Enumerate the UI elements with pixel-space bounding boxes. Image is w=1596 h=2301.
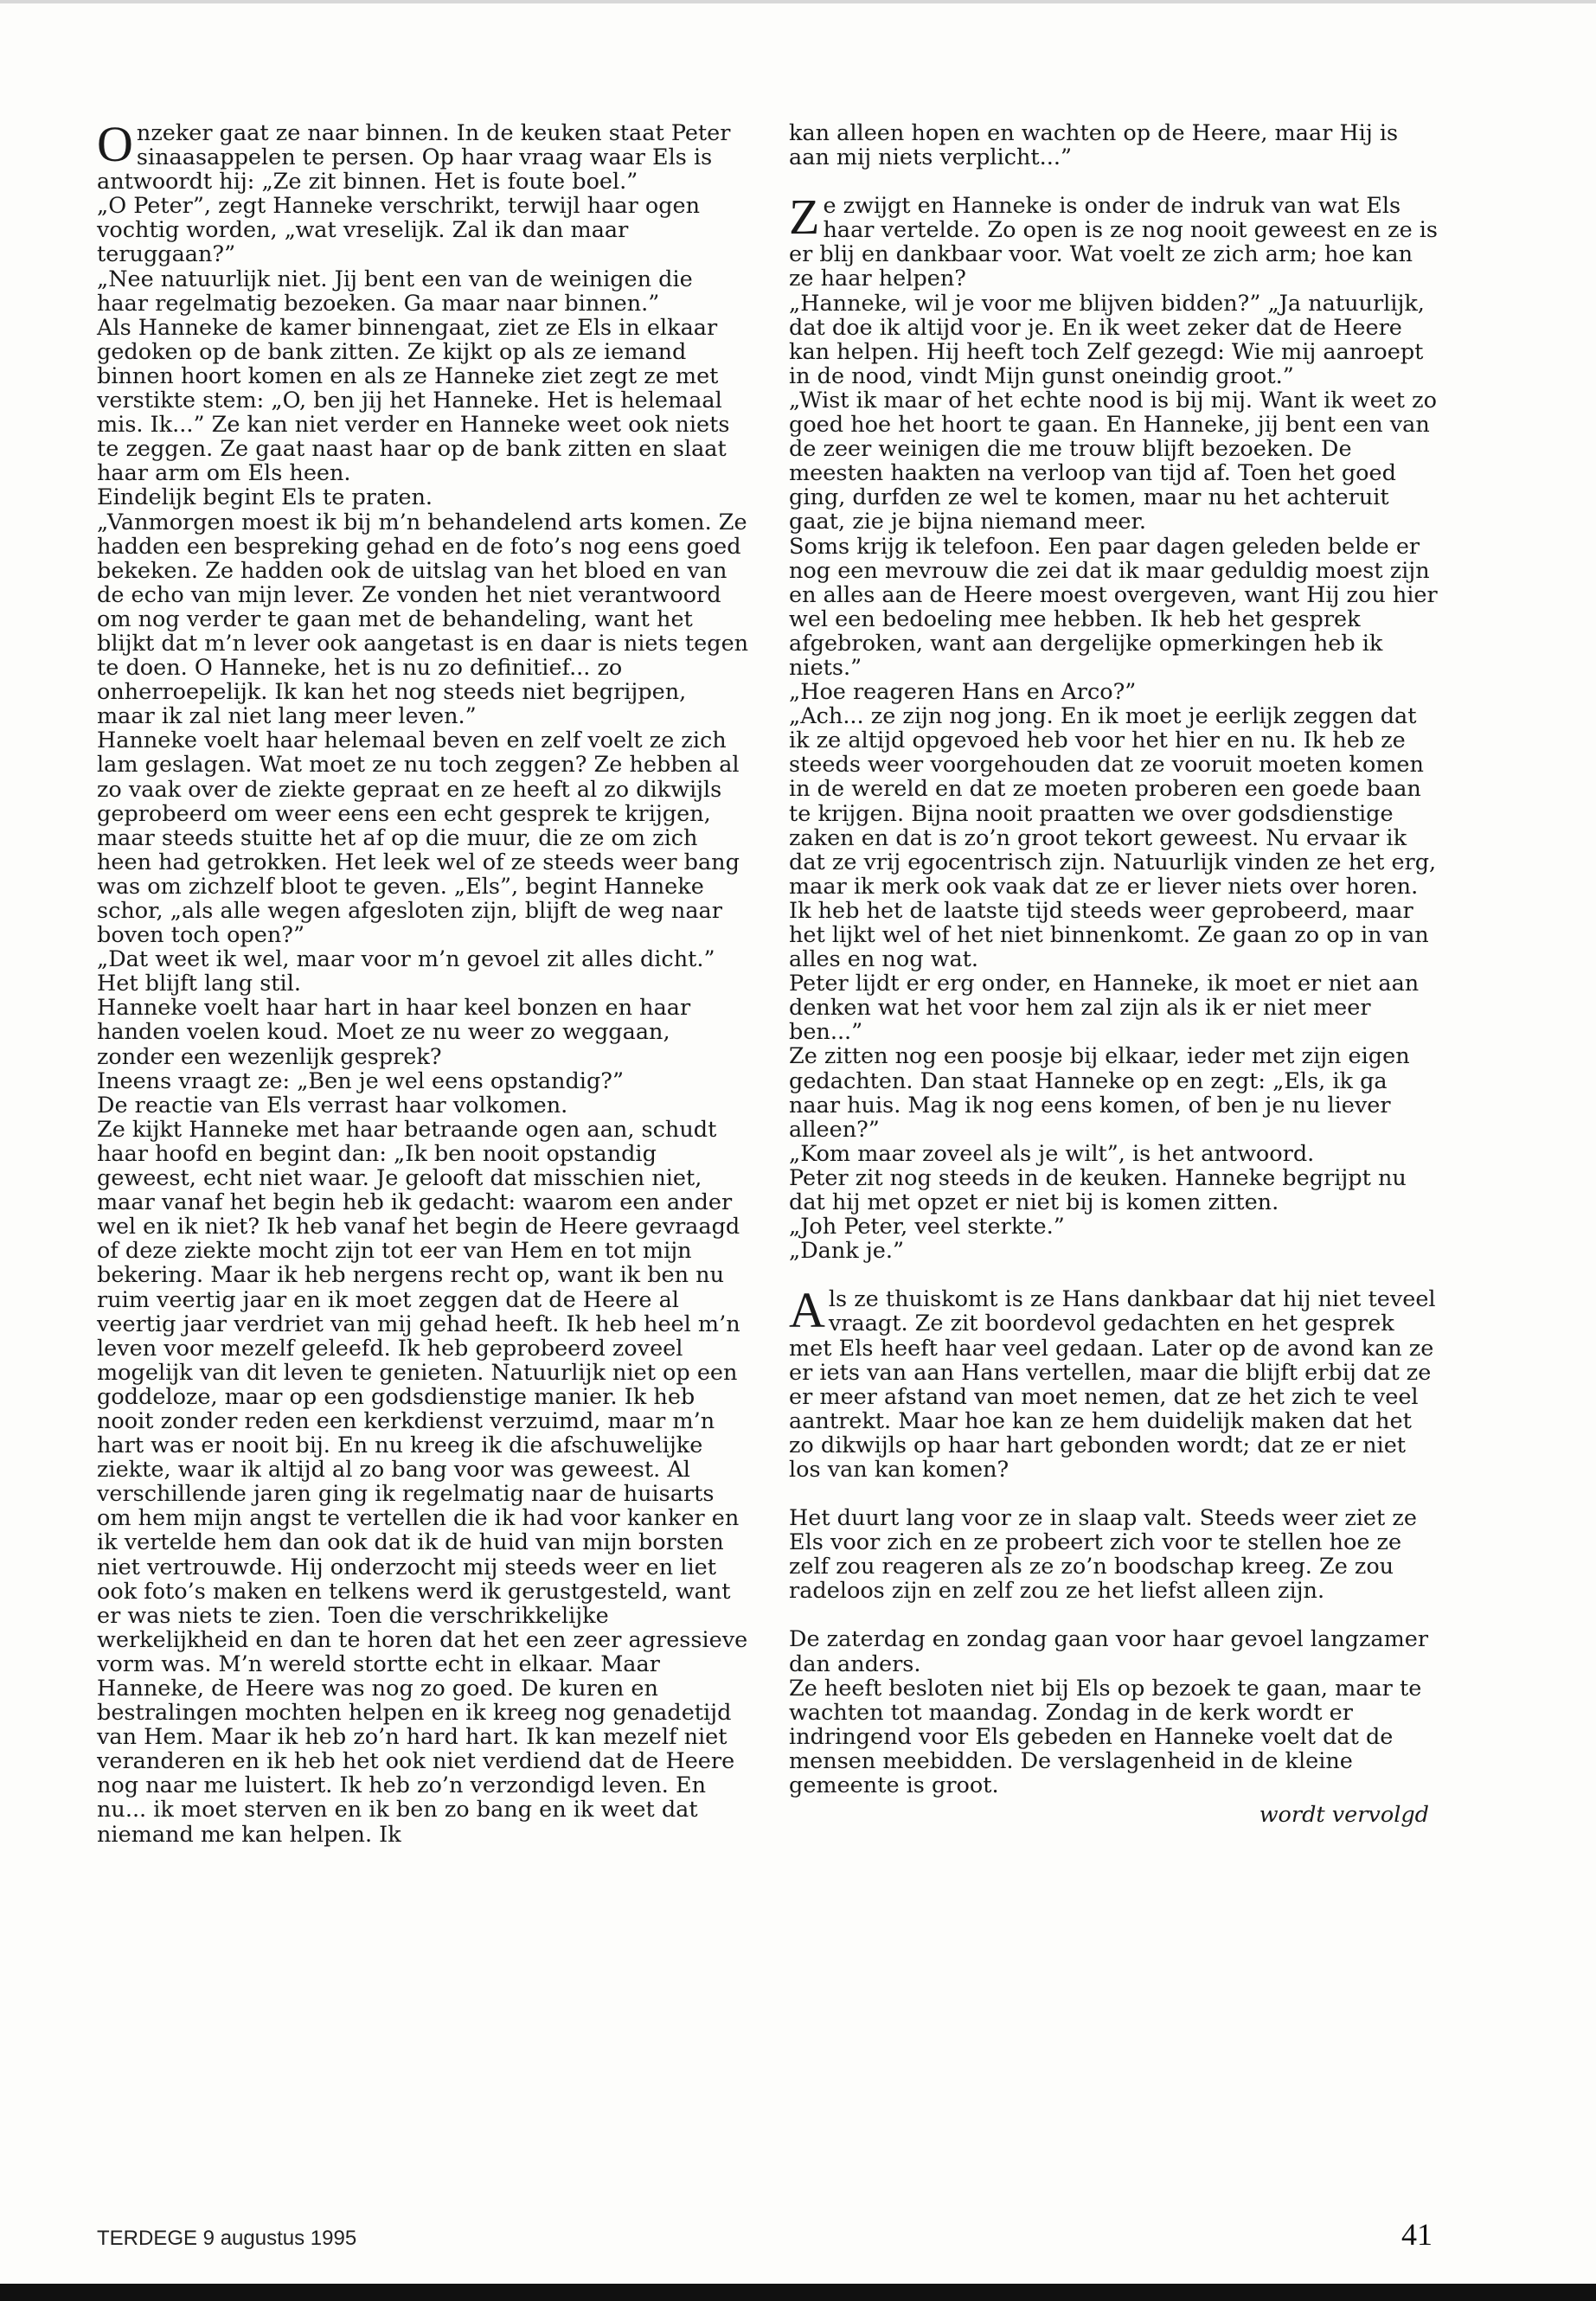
paragraph: „Ach... ze zijn nog jong. En ik moet je eerlijk zeggen dat ik ze altijd opgevoed heb voor het hier en nu. Ik heb ze steeds weer voorgehouden dat ze vooruit moeten komen in de wereld en dat ze moeten proberen een goede baan te krijgen. Bijna nooit praatten we over godsdienstige zaken en dat is zo’n groot tekort geweest. Nu ervaar ik dat ze vrij egocentrisch zijn. Natuurlijk vinden ze het erg, maar ik merk ook vaak dat ze er liever niets over horen. Ik heb het de laatste tijd steeds weer geprobeerd, maar het lijkt wel of het niet binnenkomt. Ze gaan zo op in van alles en nog wat. xyxy=(789,703,1437,973)
paragraph: Ze zwijgt en Hanneke is onder de indruk van wat Els haar vertelde. Zo open is ze nog nooit geweest en ze is er blij en dankbaar voor. Wat voelt ze zich arm; hoe kan ze haar helpen? xyxy=(789,189,1439,292)
paragraph: Peter zit nog steeds in de keuken. Hanneke begrijpt nu dat hij met opzet er niet bij is komen zitten. xyxy=(789,1164,1407,1216)
paragraph: De zaterdag en zondag gaan voor haar gevoel langzamer dan anders. xyxy=(789,1626,1429,1677)
paragraph: kan alleen hopen en wachten op de Heere, maar Hij is aan mij niets verplicht...” xyxy=(789,120,1399,171)
paragraph: Hanneke voelt haar helemaal beven en zelf voelt ze zich lam geslagen. Wat moet ze nu toch zeggen? Ze hebben al zo vaak over de ziekte gepraat en ze heeft al zo dikwijls geprobeerd om weer eens een echt gesprek te krijgen, maar steeds stuitte het af op die muur, die ze om zich heen had getrokken. Het leek wel of ze steeds weer bang was om zichzelf bloot te geven. „Els”, begint Hanneke schor, „als alle wegen afgesloten zijn, blijft de weg naar boven toch open?” xyxy=(97,727,740,949)
paragraph: „Joh Peter, veel sterkte.” xyxy=(789,1214,1065,1240)
paragraph: „Dank je.” xyxy=(789,1238,904,1265)
bottom-rule xyxy=(0,2284,1596,2301)
paragraph: „Nee natuurlijk niet. Jij bent een van de weinigen die haar regelmatig bezoeken. Ga maar naar binnen.” xyxy=(97,266,693,317)
paragraph: „Wist ik maar of het echte nood is bij mij. Want ik weet zo goed hoe het hoort te gaan. En Hanneke, jij bent een van de zeer weinigen die me trouw blijft bezoeken. De meesten haakten na verloop van tijd af. Toen het goed ging, durfden ze wel te komen, maar nu het achteruit gaat, zie je bijna niemand meer. xyxy=(789,387,1437,535)
paragraph: „Vanmorgen moest ik bij m’n behandelend arts komen. Ze hadden een bespreking gehad en de foto’s nog eens goed bekeken. Ze hadden ook de uitslag van het bloed en van de echo van mijn lever. Ze vonden het niet verantwoord om nog verder te gaan met de behandeling, want het blijkt dat m’n lever ook aangetast is en daar is niets tegen te doen. O Hanneke, het is nu zo definitief... zo onherroepelijk. Ik kan het nog steeds niet begrijpen, maar ik zal niet lang meer leven.” xyxy=(97,509,749,730)
paragraph: Als ze thuiskomt is ze Hans dankbaar dat hij niet teveel vraagt. Ze zit boordevol gedachten en het gesprek met Els heeft haar veel gedaan. Later op de avond kan ze er iets van aan Hans vertellen, maar die blijft erbij dat ze er meer afstand van moet nemen, dat ze het zich te veel aantrekt. Maar hoe kan ze hem duidelijk maken dat het zo dikwijls op haar hart gebonden wordt; dat ze er niet los van kan komen? xyxy=(789,1282,1436,1483)
paragraph: Soms krijg ik telefoon. Een paar dagen geleden belde er nog een mevrouw die zei dat ik maar geduldig moest zijn en alles aan de Heere moest overgeven, want Hij zou hier wel een bedoeling mee hebben. Ik heb het gesprek afgebroken, want aan dergelijke opmerkingen heb ik niets.” xyxy=(789,533,1438,681)
section-gap xyxy=(789,1603,1438,1627)
paragraph: Ze heeft besloten niet bij Els op bezoek te gaan, maar te wachten tot maandag. Zondag in de kerk wordt er indringend voor Els gebeden en Hanneke voelt dat de mensen meebidden. De verslagenheid in de kleine gemeente is groot. xyxy=(789,1675,1422,1798)
section-gap xyxy=(789,1482,1438,1506)
paragraph: De reactie van Els verrast haar volkomen. xyxy=(97,1092,568,1118)
paragraph: Hanneke voelt haar hart in haar keel bonzen en haar handen voelen koud. Moet ze nu weer zo weggaan, zonder een wezenlijk gesprek? xyxy=(97,995,691,1070)
paragraph: Peter lijdt er erg onder, en Hanneke, ik moet er niet aan denken wat het voor hem zal zijn als ik er niet meer ben...” xyxy=(789,971,1420,1046)
drop-cap: A xyxy=(789,1282,825,1339)
paragraph: „Kom maar zoveel als je wilt”, is het antwoord. xyxy=(789,1140,1315,1167)
paragraph: „Dat weet ik wel, maar voor m’n gevoel zit alles dicht.” xyxy=(97,946,715,973)
drop-cap: O xyxy=(97,116,133,172)
paragraph: Eindelijk begint Els te praten. xyxy=(97,484,433,511)
top-rule xyxy=(0,0,1596,3)
paragraph: Als Hanneke de kamer binnengaat, ziet ze Els in elkaar gedoken op de bank zitten. Ze kijkt op als ze iemand binnen hoort komen en als ze Hanneke ziet zegt ze met verstikte stem: „O, ben jij het Hanneke. Het is helemaal mis. Ik...” Ze kan niet verder en Hanneke weet ook niets te zeggen. Ze gaat naast haar op de bank zitten en slaat haar arm om Els heen. xyxy=(97,314,730,487)
page-number: 41 xyxy=(1401,2217,1433,2252)
paragraph: „Hoe reageren Hans en Arco?” xyxy=(789,679,1137,706)
paragraph: „O Peter”, zegt Hanneke verschrikt, terwijl haar ogen vochtig worden, „wat vreselijk. Zal ik dan maar teruggaan?” xyxy=(97,193,701,268)
paragraph: Onzeker gaat ze naar binnen. In de keuken staat Peter sinaasappelen te persen. Op haar vraag waar Els is antwoordt hij: „Ze zit binnen. Het is foute boel.” xyxy=(97,116,731,195)
paragraph: Het duurt lang voor ze in slaap valt. Steeds weer ziet ze Els voor zich en ze probeert zich voor te stellen hoe ze zelf zou reageren als ze zo’n boodschap kreeg. Ze zou radeloos zijn en zelf zou ze het liefst alleen zijn. xyxy=(789,1505,1417,1605)
left-column xyxy=(97,116,750,1848)
section-gap xyxy=(789,1263,1438,1287)
section-gap xyxy=(789,170,1438,194)
continued-note: wordt vervolgd xyxy=(1259,1802,1429,1829)
paragraph: „Hanneke, wil je voor me blijven bidden?” „Ja natuurlijk, dat doe ik altijd voor je. En ik weet zeker dat de Heere kan helpen. Hij heeft toch Zelf gezegd: Wie mij aanroept in de nood, vindt Mijn gunst oneindig groot.” xyxy=(789,290,1425,389)
paragraph: Ze zitten nog een poosje bij elkaar, ieder met zijn eigen gedachten. Dan staat Hanneke op en zegt: „Els, ik ga naar huis. Mag ik nog eens komen, of ben je nu liever alleen?” xyxy=(789,1043,1410,1143)
drop-cap: Z xyxy=(789,189,820,246)
paragraph: Het blijft lang stil. xyxy=(97,971,301,997)
publication-footer: TERDEGE 9 augustus 1995 xyxy=(97,2227,357,2250)
right-column xyxy=(789,121,1438,1827)
paragraph: Ineens vraagt ze: „Ben je wel eens opstandig?” xyxy=(97,1067,624,1094)
paragraph: Ze kijkt Hanneke met haar betraande ogen aan, schudt haar hoofd en begint dan: „Ik ben nooit opstandig geweest, echt niet waar. Je gelooft dat misschien niet, maar vanaf het begin heb ik gedacht: waarom een ander wel en ik niet? Ik heb vanaf het begin de Heere gevraagd of deze ziekte mocht zijn tot eer van Hem en tot mijn bekering. Maar ik heb nergens recht op, want ik ben nu ruim veertig jaar en ik moet zeggen dat de Heere al veertig jaar verdriet van mij gehad heeft. Ik heb heel m’n leven voor mezelf geleefd. Ik heb geprobeerd zoveel mogelijk van dit leven te genieten. Natuurlijk niet op een goddeloze, maar op een godsdienstige manier. Ik heb nooit zonder reden een kerkdienst verzuimd, maar m’n hart was er nooit bij. En nu kreeg ik die afschuwelijke ziekte, waar ik altijd al zo bang voor was geweest. Al verschillende jaren ging ik regelmatig naar de huisarts om hem mijn angst te vertellen die ik had voor kanker en ik vertelde hem dan ook dat ik de huid van mijn borsten niet vertrouwde. Hij onderzocht mij steeds weer en liet ook foto’s maken en telkens werd ik gerustgesteld, want er was niets te zien. Toen die verschrikkelijke werkelijkheid en dan te horen dat het een zeer agressieve vorm was. M’n wereld stortte echt in elkaar. Maar Hanneke, de Heere was nog zo goed. De kuren en bestralingen mochten helpen en ik kreeg nog genadetijd van Hem. Maar ik heb zo’n hard hart. Ik kan mezelf niet veranderen en ik heb het ook niet verdiend dat de Heere nog naar me luistert. Ik heb zo’n verzondigd leven. En nu... ik moet sterven en ik ben zo bang en ik weet dat niemand me kan helpen. Ik xyxy=(97,1116,748,1848)
